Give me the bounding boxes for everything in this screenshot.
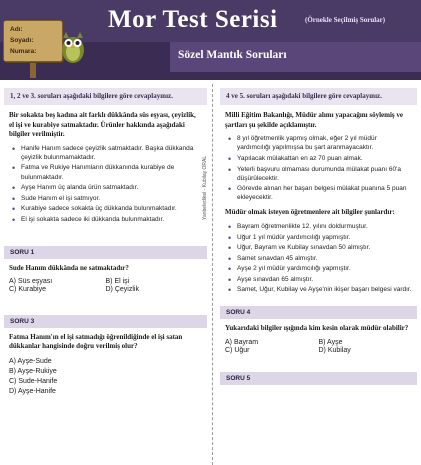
page-title: Mor Test Serisi	[108, 6, 278, 33]
list-item: • Samet sınavdan 45 almıştır.	[225, 254, 412, 263]
question-3-options	[4, 357, 207, 398]
list-item: • Bayram öğretmenlikte 12. yılını doldurmuştur.	[225, 222, 412, 231]
question-3-header: SORU 3	[4, 315, 207, 328]
sign-number-label: Numara:	[10, 48, 37, 55]
question-5-header: SORU 5	[220, 372, 417, 385]
name-sign	[3, 20, 63, 62]
list-item: • Fatma ve Rukiye Hanımların dükkanında kurabiye de bulunmaktadır.	[9, 163, 202, 181]
question-1-text: Sude Hanım dükkânda ne satmaktadır?	[9, 263, 129, 272]
option-c[interactable]: C) Sude-Hanife	[9, 378, 58, 386]
list-item: • Ayşe 2 yıl müdür yardımcılığı yapmıştır.	[225, 264, 412, 273]
option-b[interactable]: B) Ayşe-Rukiye	[9, 367, 57, 375]
sign-surname-label: Soyadı:	[10, 37, 34, 44]
list-item: • Ayşe sınavdan 65 almıştır.	[225, 275, 412, 284]
option-a[interactable]: A) Süs eşyası	[9, 277, 53, 285]
column-divider	[212, 84, 213, 465]
list-item: • Kurabiye sadece sokakta üç dükkanda bulunmaktadır.	[9, 204, 202, 213]
right-column	[220, 88, 417, 385]
list-item: • Ayşe Hanım üç alanda ürün satmaktadır.	[9, 183, 202, 192]
owl-icon	[60, 30, 86, 64]
page-header	[0, 0, 421, 80]
question-4-text: Yukarıdaki bilgiler ışığında kim kesin olarak müdür olabilir?	[225, 324, 409, 333]
option-a[interactable]: A) Ayşe-Sude	[9, 357, 52, 365]
list-item: • Uğur, Bayram ve Kubilay sınavdan 50 almıştır.	[225, 243, 412, 252]
question-1-header: SORU 1	[4, 246, 207, 259]
instruction-right: 4 ve 5. soruları aşağıdaki bilgilere göre cevaplayınız.	[220, 88, 417, 105]
option-a[interactable]: A) Bayram	[225, 338, 259, 346]
list-item: • Hanife Hanım sadece çeyizlik satmaktadır. Başka dükkanda çeyizlik bulunmamaktadır.	[9, 144, 202, 162]
question-1-options	[4, 278, 207, 293]
candidates-list	[220, 222, 417, 295]
option-d[interactable]: D) Kubilay	[318, 346, 351, 354]
instruction-left: 1, 2 ve 3. soruları aşağıdaki bilgilere göre cevaplayınız.	[4, 88, 207, 105]
question-4-options	[220, 339, 417, 354]
option-b[interactable]: B) Ayşe	[318, 338, 343, 346]
facts-list-left	[4, 144, 207, 224]
list-item: • Samet, Uğur, Kubilay ve Ayşe'nin ikişer başarı belgesi vardır.	[225, 285, 412, 294]
list-item: • Yeterli başvuru olmaması durumunda mülakat puanı 60'a düşürülecektir.	[225, 165, 412, 183]
question-3-text: Fatma Hanım'ın el işi satmadığı öğrenildiğinde el işi satan dükkanlar hangisinde doğru verilmiş olur?	[9, 332, 183, 351]
list-item: • Sude Hanım el işi satmıyor.	[9, 194, 202, 203]
section-title: Sözel Mantık Soruları	[178, 49, 287, 61]
option-c[interactable]: C) Kurabiye	[9, 285, 46, 293]
list-item: • Uğur 1 yıl müdür yardımcılığı yapmıştır.	[225, 233, 412, 242]
sign-name-label: Adı:	[10, 26, 23, 33]
author-credit: Yanbeledikel - Kubilay ORAL	[202, 155, 208, 220]
page-subtitle: (Örnekle Seçilmiş Sorular)	[305, 16, 386, 24]
intro-right: Milli Eğitim Bakanlığı, Müdür alımı yapacağını söylemiş ve şartları şu şekilde açıklamıştır.	[225, 111, 403, 129]
intro-right-2: Müdür olmak isteyen öğretmenlere ait bilgiler şunlardır:	[225, 208, 395, 217]
intro-left: Bir sokakta beş kadına ait farklı dükkânda süs eşyası, çeyizlik, el işi ve kurabiye satmaktadır. Ürünler hakkında aşağıdaki bilgiler verilmiştir.	[9, 111, 196, 139]
option-d[interactable]: D) Çeyizlik	[105, 285, 139, 293]
question-4-header: SORU 4	[220, 306, 417, 319]
list-item: • Yapılacak mülakattan en az 70 puan almak.	[225, 154, 412, 163]
list-item: • Görevde alınan her başarı belgesi mülakat puanına 5 puan ekleyecektir.	[225, 184, 412, 202]
option-c[interactable]: C) Uğur	[225, 346, 250, 354]
list-item: • El işi sokakta sadece iki dükkanda bulunmaktadır.	[9, 215, 202, 224]
left-column	[4, 88, 207, 397]
option-d[interactable]: D) Ayşe-Hanife	[9, 388, 56, 396]
list-item: • 8 yıl öğretmenlik yapmış olmak, eğer 2 yıl müdür yardımcılığı yapılmışsa bu şart aranmayacaktır.	[225, 134, 412, 152]
conditions-list	[220, 134, 417, 202]
option-b[interactable]: B) El işi	[105, 277, 130, 285]
sign-post	[30, 60, 36, 78]
